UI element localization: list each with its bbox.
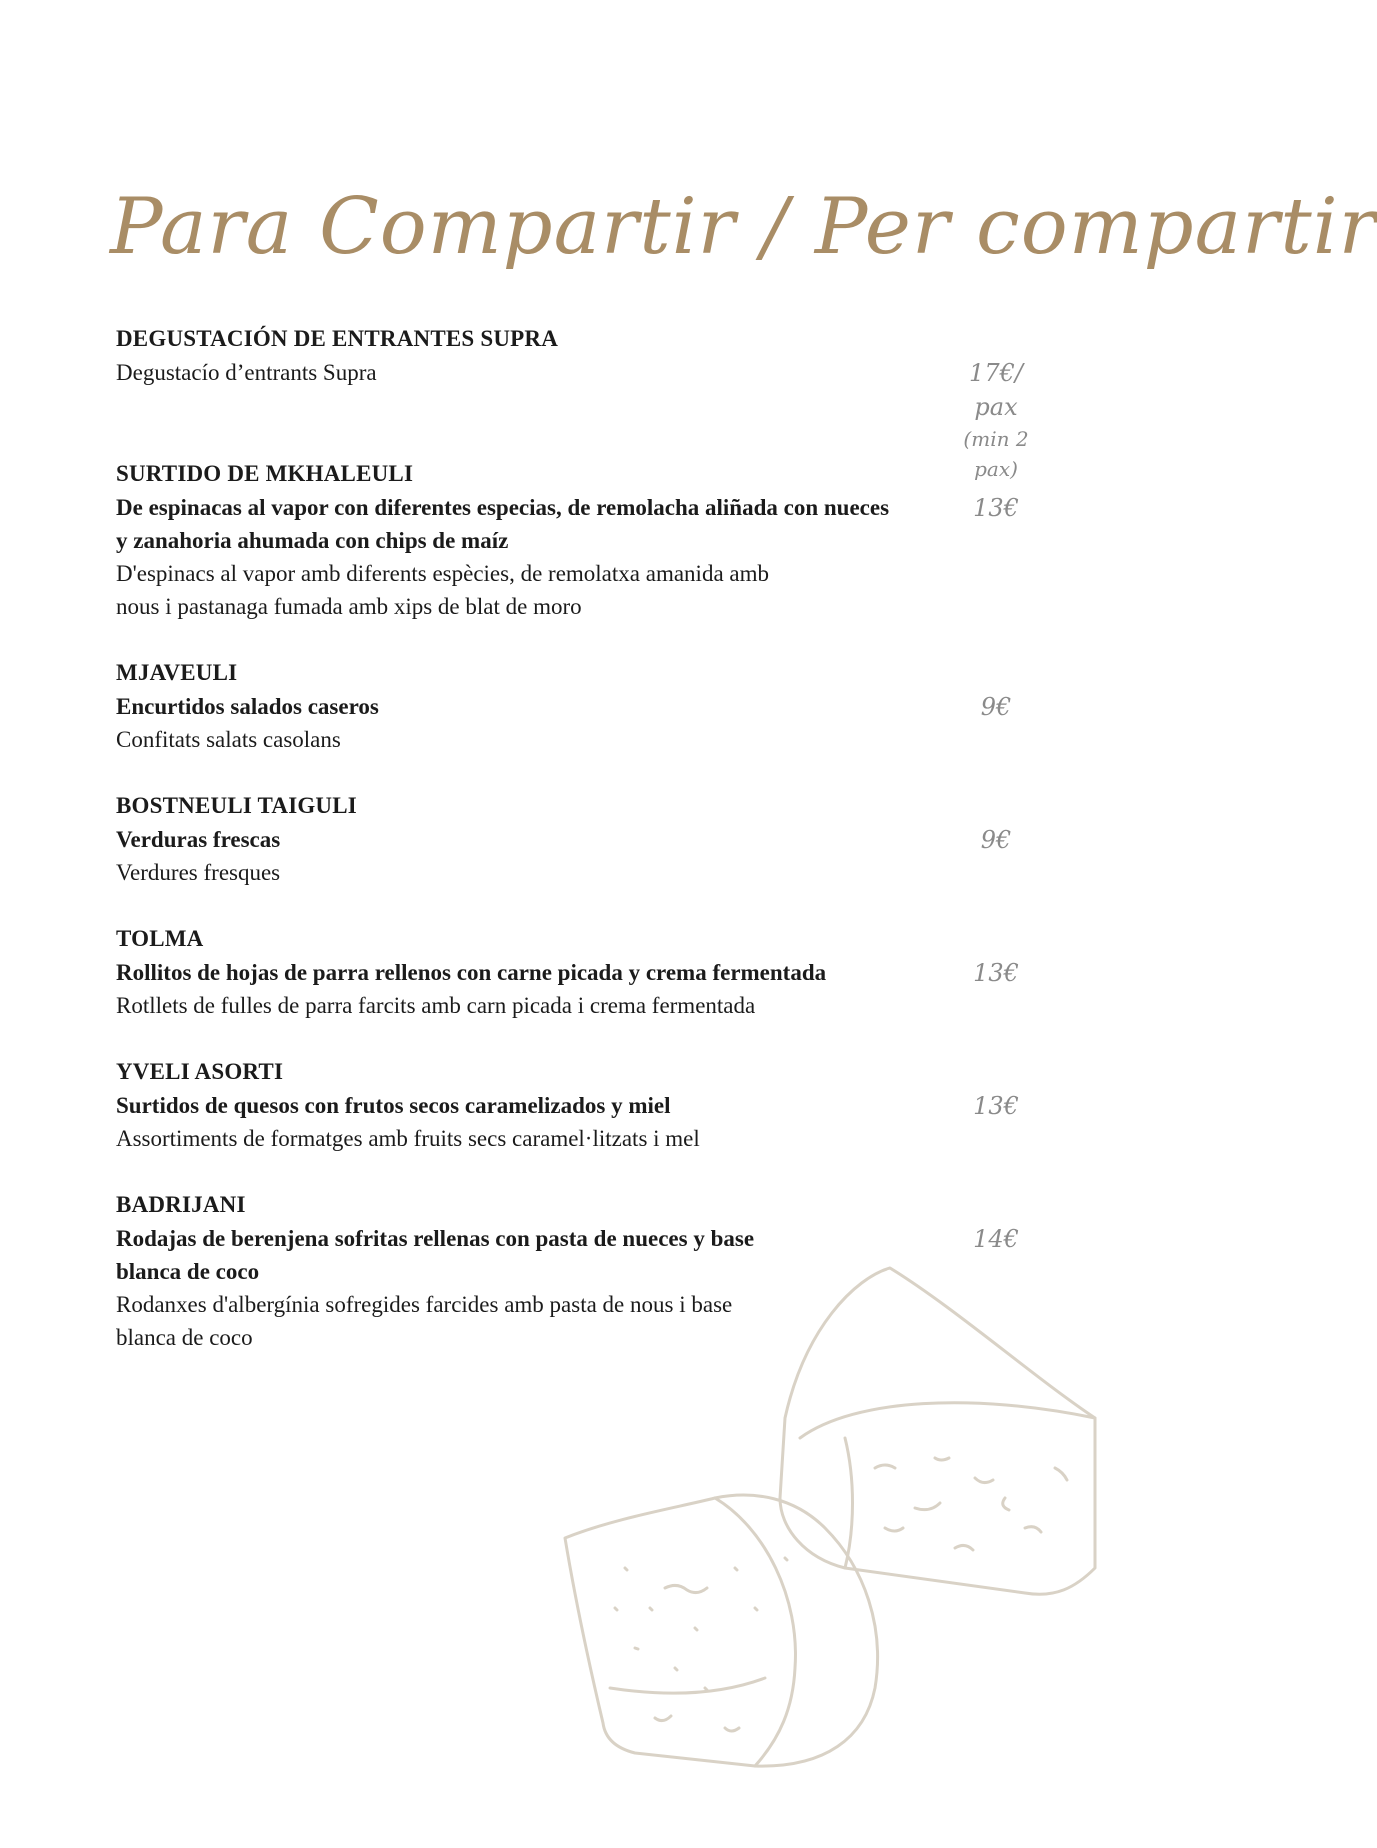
dish-price: 9€	[980, 693, 1012, 721]
dish-description-ca: Degustacío d’entrants Supra	[116, 360, 377, 385]
dish-description-ca: Rotllets de fulles de parra farcits amb carn picada i crema fermentada	[116, 993, 756, 1018]
dish-name: YVELI ASORTI	[116, 1059, 284, 1084]
page-title: Para Compartir / Per compartir	[110, 182, 1377, 273]
menu-item	[116, 922, 1046, 1022]
menu-item	[116, 1055, 1046, 1155]
menu-item	[116, 656, 1046, 756]
dish-name: MJAVEULI	[116, 660, 238, 685]
price-note: (min 2 pax)	[963, 427, 1029, 481]
menu-item	[116, 789, 1046, 889]
dish-description-ca: Rodanxes d'albergínia sofregides farcides amb pasta de nous i base blanca de coco	[116, 1292, 733, 1350]
dish-name: DEGUSTACIÓN DE ENTRANTES SUPRA	[116, 326, 559, 351]
dish-name: BADRIJANI	[116, 1192, 246, 1217]
dish-description-es: Rollitos de hojas de parra rellenos con carne picada y crema fermentada	[116, 960, 827, 985]
cheese-illustration	[555, 1268, 1098, 1768]
menu-item	[116, 457, 1046, 623]
dish-name: TOLMA	[116, 926, 204, 951]
dish-description-es: Rodajas de berenjena sofritas rellenas con pasta de nueces y base blanca de coco	[116, 1226, 755, 1284]
dish-price: 13€	[973, 494, 1019, 522]
dish-description-es: Encurtidos salados caseros	[116, 694, 379, 719]
dish-description-es: Surtidos de quesos con frutos secos caramelizados y miel	[116, 1093, 671, 1118]
dish-description-es: Verduras frescas	[116, 827, 281, 852]
dish-description-ca: Verdures fresques	[116, 860, 281, 885]
dish-name: BOSTNEULI TAIGULI	[116, 793, 357, 818]
menu-list	[116, 322, 1046, 1387]
dish-description-ca: Confitats salats casolans	[116, 727, 341, 752]
dish-name: SURTIDO DE MKHALEULI	[116, 461, 414, 486]
dish-price: 13€	[973, 959, 1019, 987]
dish-price: 9€	[980, 826, 1012, 854]
dish-price: 14€	[973, 1225, 1019, 1253]
dish-description-ca: D'espinacs al vapor amb diferents espècies, de remolatxa amanida amb nous i pastanaga fumada amb xips de blat de moro	[116, 561, 769, 619]
dish-price: 13€	[973, 1092, 1019, 1120]
dish-description-ca: Assortiments de formatges amb fruits secs caramel·litzats i mel	[116, 1126, 700, 1151]
dish-description-es: De espinacas al vapor con diferentes especias, de remolacha aliñada con nueces y zanahoria ahumada con chips de maíz	[116, 495, 890, 553]
price-value: 17€/ pax	[969, 359, 1023, 421]
